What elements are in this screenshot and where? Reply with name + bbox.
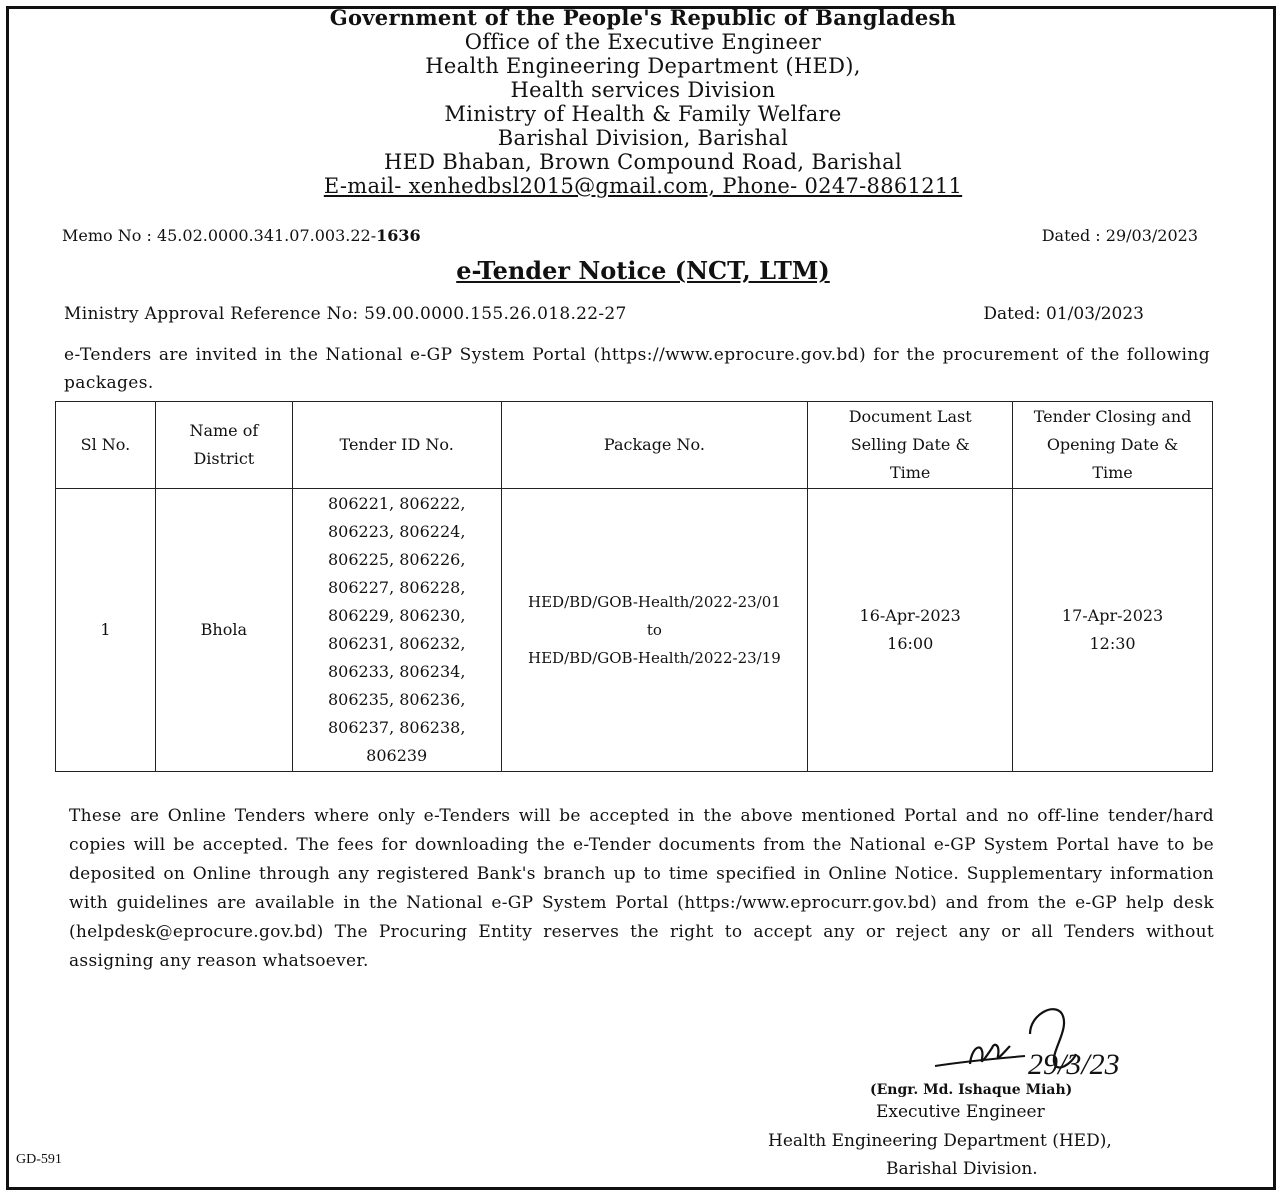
tender-id-line: 806233, 806234, xyxy=(327,662,466,681)
office-name: Office of the Executive Engineer xyxy=(464,30,822,54)
tender-id-line: 806239 xyxy=(366,746,428,765)
cell-doc-last-selling xyxy=(808,489,1013,772)
header-tender-id: Tender ID No. xyxy=(292,402,501,489)
close-time: 12:30 xyxy=(1089,634,1136,653)
cell-district: Bhola xyxy=(155,489,292,772)
notice-title: e-Tender Notice (NCT, LTM) xyxy=(456,256,830,285)
division-name: Health services Division xyxy=(510,78,776,102)
tender-id-line: 806223, 806224, xyxy=(327,522,466,541)
signature-date: 29/3/23 xyxy=(1028,1048,1120,1081)
signer-department: Health Engineering Department (HED), xyxy=(768,1131,1112,1151)
department-name: Health Engineering Department (HED), xyxy=(425,54,861,78)
package-from: HED/BD/GOB-Health/2022-23/01 xyxy=(528,593,781,611)
memo-date: Dated : 29/03/2023 xyxy=(1041,226,1198,245)
terms-paragraph: These are Online Tenders where only e-Tenders will be accepted in the above mentioned Portal and no off-line tender/hard copies will be accepted. The fees for downloading the e-Tender documents from the National e-GP System Portal have to be deposited on Online through any registered Bank's branch up to time specified in Online Notice. Supplementary information with guidelines are available in the National e-GP System Portal (https:/www.eprocurr.gov.bd) and from the e-GP help desk (helpdesk@eprocure.gov.bd) The Procuring Entity reserves the right to accept any or reject any or all Tenders without assigning any reason whatsoever. xyxy=(69,806,1214,971)
government-name: Government of the People's Republic of Bangladesh xyxy=(329,5,957,30)
signer-division: Barishal Division. xyxy=(886,1159,1038,1179)
letterhead xyxy=(0,6,1286,198)
package-to: HED/BD/GOB-Health/2022-23/19 xyxy=(528,649,781,667)
memo-bold-number: 1636 xyxy=(376,226,421,245)
memo-number xyxy=(62,226,421,245)
approval-reference: Ministry Approval Reference No: 59.00.0000.155.26.018.22-27 xyxy=(64,304,627,324)
tender-id-line: 806235, 806236, xyxy=(327,690,466,709)
contact-line: E-mail- xenhedbsl2015@gmail.com, Phone- 0247-8861211 xyxy=(323,174,963,198)
tender-id-line: 806227, 806228, xyxy=(327,578,466,597)
header-district: Name of District xyxy=(155,402,292,489)
approval-date: Dated: 01/03/2023 xyxy=(983,304,1144,324)
memo-label: Memo No : 45.02.0000.341.07.003.22- xyxy=(62,226,377,245)
intro-paragraph: e-Tenders are invited in the National e-GP System Portal (https://www.eprocure.gov.bd) for the procurement of the following packages. xyxy=(64,345,1210,393)
signer-title: Executive Engineer xyxy=(876,1102,1045,1122)
cell-package xyxy=(501,489,808,772)
address: HED Bhaban, Brown Compound Road, Barishal xyxy=(384,150,902,174)
doc-time: 16:00 xyxy=(887,634,934,653)
signer-name: (Engr. Md. Ishaque Miah) xyxy=(870,1082,1073,1098)
tender-id-line: 806229, 806230, xyxy=(327,606,466,625)
header-sl-no: Sl No. xyxy=(56,402,156,489)
table-header-row xyxy=(56,402,1213,489)
cell-closing-opening xyxy=(1013,489,1213,772)
location: Barishal Division, Barishal xyxy=(497,126,789,150)
header-doc-last-selling: Document Last Selling Date & Time xyxy=(808,402,1013,489)
tender-id-line: 806237, 806238, xyxy=(327,718,466,737)
tender-id-line: 806231, 806232, xyxy=(327,634,466,653)
ministry-name: Ministry of Health & Family Welfare xyxy=(444,102,842,126)
close-date: 17-Apr-2023 xyxy=(1061,606,1164,625)
doc-date: 16-Apr-2023 xyxy=(859,606,961,625)
tender-table xyxy=(55,401,1213,772)
header-package: Package No. xyxy=(501,402,808,489)
header-closing-opening: Tender Closing and Opening Date & Time xyxy=(1013,402,1213,489)
form-code: GD-591 xyxy=(16,1152,62,1167)
package-to-word: to xyxy=(646,621,662,639)
tender-id-line: 806221, 806222, xyxy=(327,494,466,513)
tender-id-line: 806225, 806226, xyxy=(327,550,466,569)
handwritten-signature xyxy=(930,1004,1170,1090)
cell-tender-ids xyxy=(292,489,501,772)
cell-sl-no: 1 xyxy=(56,489,156,772)
table-row xyxy=(56,489,1213,772)
